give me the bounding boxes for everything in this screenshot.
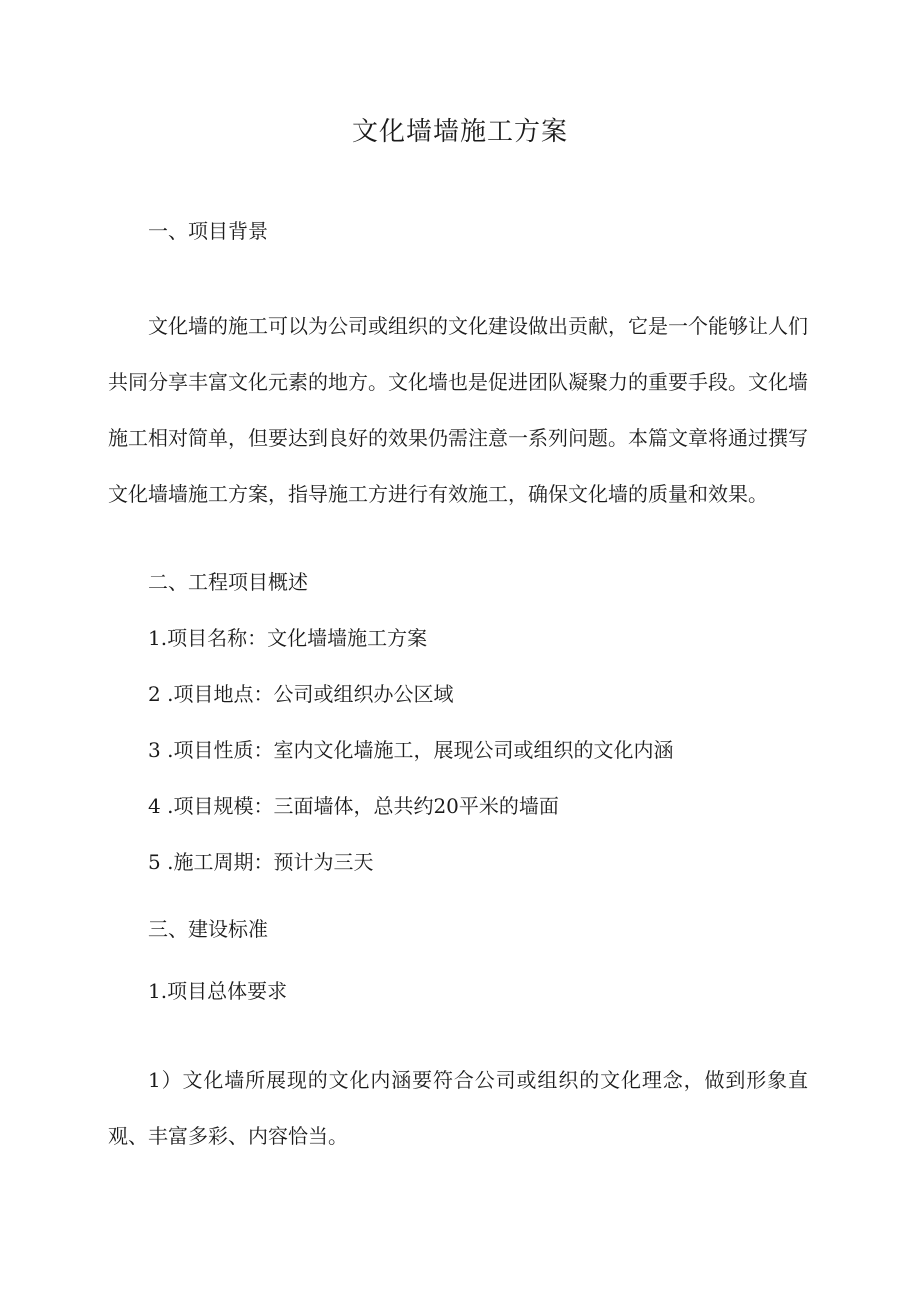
- overview-item-period: 5 .施工周期：预计为三天: [148, 850, 374, 874]
- overview-item-name: 1.项目名称：文化墙墙施工方案: [148, 626, 428, 650]
- section-heading-standards: 三、建设标准: [148, 917, 268, 941]
- document-title: 文化墙墙施工方案: [351, 117, 568, 147]
- overview-item-nature: 3 .项目性质：室内文化墙施工，展现公司或组织的文化内涵: [148, 738, 674, 762]
- section-heading-overview: 二、工程项目概述: [148, 570, 308, 594]
- overview-item-scale: 4 .项目规模：三面墙体，总共约20平米的墙面: [148, 794, 559, 818]
- standards-paragraph: 1）文化墙所展现的文化内涵要符合公司或组织的文化理念，做到形象直观、丰富多彩、内容恰当。: [108, 1068, 808, 1148]
- section-heading-background: 一、项目背景: [148, 219, 268, 243]
- standards-subheading: 1.项目总体要求: [148, 979, 288, 1003]
- overview-item-location: 2 .项目地点：公司或组织办公区域: [148, 682, 454, 706]
- background-paragraph: 文化墙的施工可以为公司或组织的文化建设做出贡献，它是一个能够让人们共同分享丰富文化元素的地方。文化墙也是促进团队凝聚力的重要手段。文化墙施工相对简单，但要达到良好的效果仍需注意一系列问题。本篇文章将通过撰写文化墙墙施工方案，指导施工方进行有效施工，确保文化墙的质量和效果。: [108, 314, 808, 506]
